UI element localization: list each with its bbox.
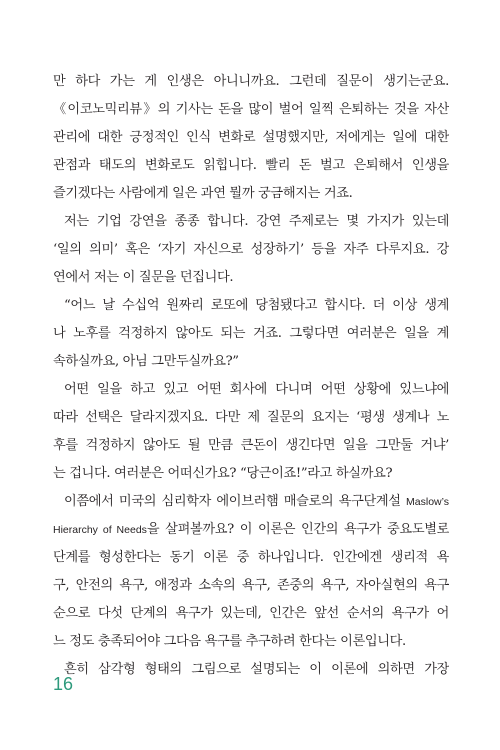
body-line-16 <box>64 492 449 512</box>
body-line-13: 따라 선택은 달라지겠지요. 다만 제 질문의 요지는 ‘평생 생계나 노 <box>53 410 449 425</box>
body-line-14: 후를 걱정하지 않아도 될 만큼 큰돈이 생긴다면 일을 그만둘 거냐’ <box>53 438 449 453</box>
body-line-17 <box>53 520 449 540</box>
body-line-9: “어느 날 수십억 원짜리 로또에 당첨됐다고 합시다. 더 이상 생계 <box>64 298 449 313</box>
maslow-line-korean: 이쯤에서 미국의 심리학자 에이브러햄 매슬로의 욕구단계설 <box>64 494 401 509</box>
body-line-3: 관리에 대한 긍정적인 인식 변화로 설명했지만, 저에게는 일에 대한 <box>53 130 449 145</box>
body-line-10: 나 노후를 걱정하지 않아도 되는 거죠. 그렇다면 여러분은 일을 계 <box>53 326 449 341</box>
body-line-5: 즐기겠다는 사람에게 일은 과연 뭘까 궁금해지는 거죠. <box>53 186 353 201</box>
maslow-line2-rest: 을 살펴볼까요? 이 이론은 인간의 욕구가 중요도별로 <box>146 522 449 537</box>
body-line-6: 저는 기업 강연을 종종 합니다. 강연 주제로는 몇 가지가 있는데 <box>64 214 449 229</box>
body-line-7: ‘일의 의미’ 혹은 ‘자기 자신으로 성장하기’ 등을 자주 다루지요. 강 <box>53 242 449 257</box>
page-number: 16 <box>53 674 74 694</box>
body-line-18: 단계를 형성한다는 동기 이론 중 하나입니다. 인간에겐 생리적 욕 <box>53 550 449 565</box>
body-line-2: 《이코노믹리뷰》의 기사는 돈을 많이 벌어 일찍 은퇴하는 것을 자산 <box>53 102 449 117</box>
body-line-21: 느 정도 충족되어야 그다음 욕구를 추구하려 한다는 이론입니다. <box>53 634 406 649</box>
body-line-8: 연에서 저는 이 질문을 던집니다. <box>53 270 234 285</box>
body-line-4: 관점과 태도의 변화로도 읽힙니다. 빨리 돈 벌고 은퇴해서 인생을 <box>53 158 449 173</box>
body-line-15: 는 겁니다. 여러분은 어떠신가요? “당근이죠!”라고 하실까요? <box>53 466 393 481</box>
body-line-19: 구, 안전의 욕구, 애정과 소속의 욕구, 존중의 욕구, 자아실현의 욕구 <box>53 578 449 593</box>
maslow-term-part1: Maslow’s <box>406 496 449 508</box>
body-line-1: 만 하다 가는 게 인생은 아니니까요. 그런데 질문이 생기는군요. <box>53 74 449 89</box>
body-line-11: 속하실까요, 아님 그만두실까요?” <box>53 354 239 369</box>
body-line-22: 흔히 삼각형 형태의 그림으로 설명되는 이 이론에 의하면 가장 <box>64 662 449 677</box>
body-line-12: 어떤 일을 하고 있고 어떤 회사에 다니며 어떤 상황에 있느냐에 <box>64 382 449 397</box>
maslow-term-part2: Hierarchy of Needs <box>53 524 147 536</box>
body-line-20: 순으로 다섯 단계의 욕구가 있는데, 인간은 앞선 순서의 욕구가 어 <box>53 606 449 621</box>
